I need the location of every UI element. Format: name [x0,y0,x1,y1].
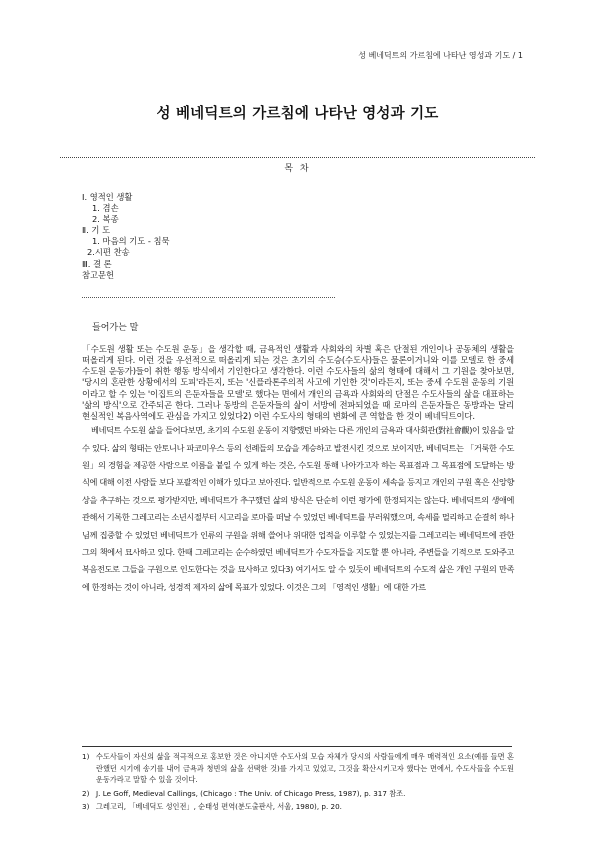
footnote-rule [82,746,512,747]
paragraph: 「수도원 생활 또는 수도원 운동」을 생각할 때, 금욕적인 생활과 사회와의 차별 혹은 단절된 개인이나 공동체의 생활을 떠올리게 된다. 이런 것을 우선적으로 떠올리게 되는 것은 초기의 수도승(수도사)들은 물론이거니와 이를 모델로 한 중세 수도원 운동가)들이 취한 행동 방식에서 기인한다고 생각한다. 이런 수도사들의 삶의 형태에 대해서 그 기원을 찾아보면, '당시의 혼란한 상황에서의 도피'라든지, 또는 '신플라톤주의적 사고에 기인한 것'이라든지, 또는 중세 수도원 운동의 기원이라고 할 수 있는 '이집트의 은둔자들을 모델'로 했다는 면에서 개인의 금욕과 사회와의 단절은 수도사들의 삶을 대표하는 '삶의 방식'으로 간주되곤 한다. 그러나 동방의 은둔자들의 삶이 서방에 전파되었을 때 로마의 은둔자들은 동방과는 달리 현실적인 복음사역에도 관심을 가지고 있었다2) 이런 수도사의 형태의 변화에 큰 역할을 한 것이 베네딕트이다. [82,344,514,421]
body-text [82,344,514,596]
paragraph: 베네딕트 수도원 삶을 들어다보면, 초기의 수도원 운동이 지향했던 바와는 다른 개인의 금욕과 대사회관(對社會觀)이 있음을 알 수 있다. 삶의 형태는 안토니나 파코미우스 등의 선례들의 모습을 계승하고 발전시킨 것으로 보이지만, 베네딕트는 「거룩한 수도원」의 경험을 제공한 사람으로 이름을 붙일 수 있게 하는 것은, 수도원 통해 나아가고자 하는 목표점과 그 목표점에 도달하는 방식에 대해 이전 사람들 보다 포괄적인 이해가 있다고 보아진다. 일반적으로 수도원 운동이 세속을 등지고 개인의 구원 혹은 신앙향상을 추구하는 것으로 평가받지만, 베네딕트가 추구했던 삶의 방식은 단순히 이런 평가에 한정되지는 않는다. 베네딕트의 생애에 관해서 기록한 그레고리는 소년시절부터 시고리을 로마를 떠날 수 있었던 베네딕트를 부러워했으며, 속세를 멀리하고 순결히 하나님께 집중할 수 있었던 베네딕트가 인류의 구원을 위해 쓸어나 위대한 업적을 이루할 수 있었는지를 그레고리는 베네딕트에 관한 그의 책에서 묘사하고 있다. 한때 그레고리는 순수하였던 베네딕트가 수도자들을 지도할 뿐 아니라, 주변들을 기적으로 도와주고 복음전도로 그들을 구원으로 인도한다는 것을 묘사하고 있다3) 여기서도 알 수 있듯이 베네딕트의 수도적 삶은 개인 구원의 만족에 한정하는 것이 아니라, 성경적 제자의 삶에 목표가 있었다. 이것은 그의 「영적인 생활」에 대한 가르 [82,425,514,592]
footnote-number: 1) [82,752,90,761]
toc-item[interactable]: Ⅱ. 기 도 [82,225,111,236]
document-title: 성 베네딕트의 가르침에 나타난 영성과 기도 [156,105,439,122]
footnote-number: 2) [82,788,90,798]
footnote [82,788,514,800]
footnote [82,801,514,813]
footnote-text: 그레고리, 「베네딕도 성인전」, 순태성 편역(분도출판사, 서울, 1980), p. 20. [96,802,342,812]
toc-item[interactable]: Ⅰ. 영적인 생활 [82,192,133,202]
footnote-text: 수도사들이 자신의 삶을 적극적으로 홍보한 것은 아니지만 수도사의 모습 자체가 당시의 사람들에게 매우 매력적인 요소(예를 들면 혼란했던 시기에 송기를 내어 금욕과 청빈의 삶을 선택한 것)를 가지고 있었고, 그것을 확산시키고자 했다는 면에서, 수도사들을 수도원 운동가라고 말할 수 있을 것이다. [96,752,514,785]
toc-item[interactable]: 2.시편 찬송 [87,247,130,258]
toc-item[interactable]: 1. 겸손 [92,203,119,214]
toc-item[interactable]: 1. 마음의 기도 - 침묵 [92,236,170,247]
table-of-contents [82,192,170,281]
toc-item[interactable]: 참고문헌 [82,269,115,280]
running-header: 성 베네딕트의 가르침에 나타난 영성과 기도 / 1 [358,51,523,60]
toc-item[interactable]: Ⅲ. 결 론 [82,258,112,269]
toc-heading: 목 차 [284,164,311,174]
toc-bottom-rule [82,297,335,298]
toc-item[interactable]: 2. 복종 [92,214,119,225]
footnote-text: J. Le Goff, Medieval Callings, (Chicago : The Univ. of Chicago Press, 1987), p. 317 참조. [96,788,406,798]
footnotes [82,751,514,815]
section-heading: 들어가는 말 [92,323,139,333]
footnote-number: 3) [82,802,90,812]
footnote [82,751,514,786]
toc-top-rule [60,157,535,158]
